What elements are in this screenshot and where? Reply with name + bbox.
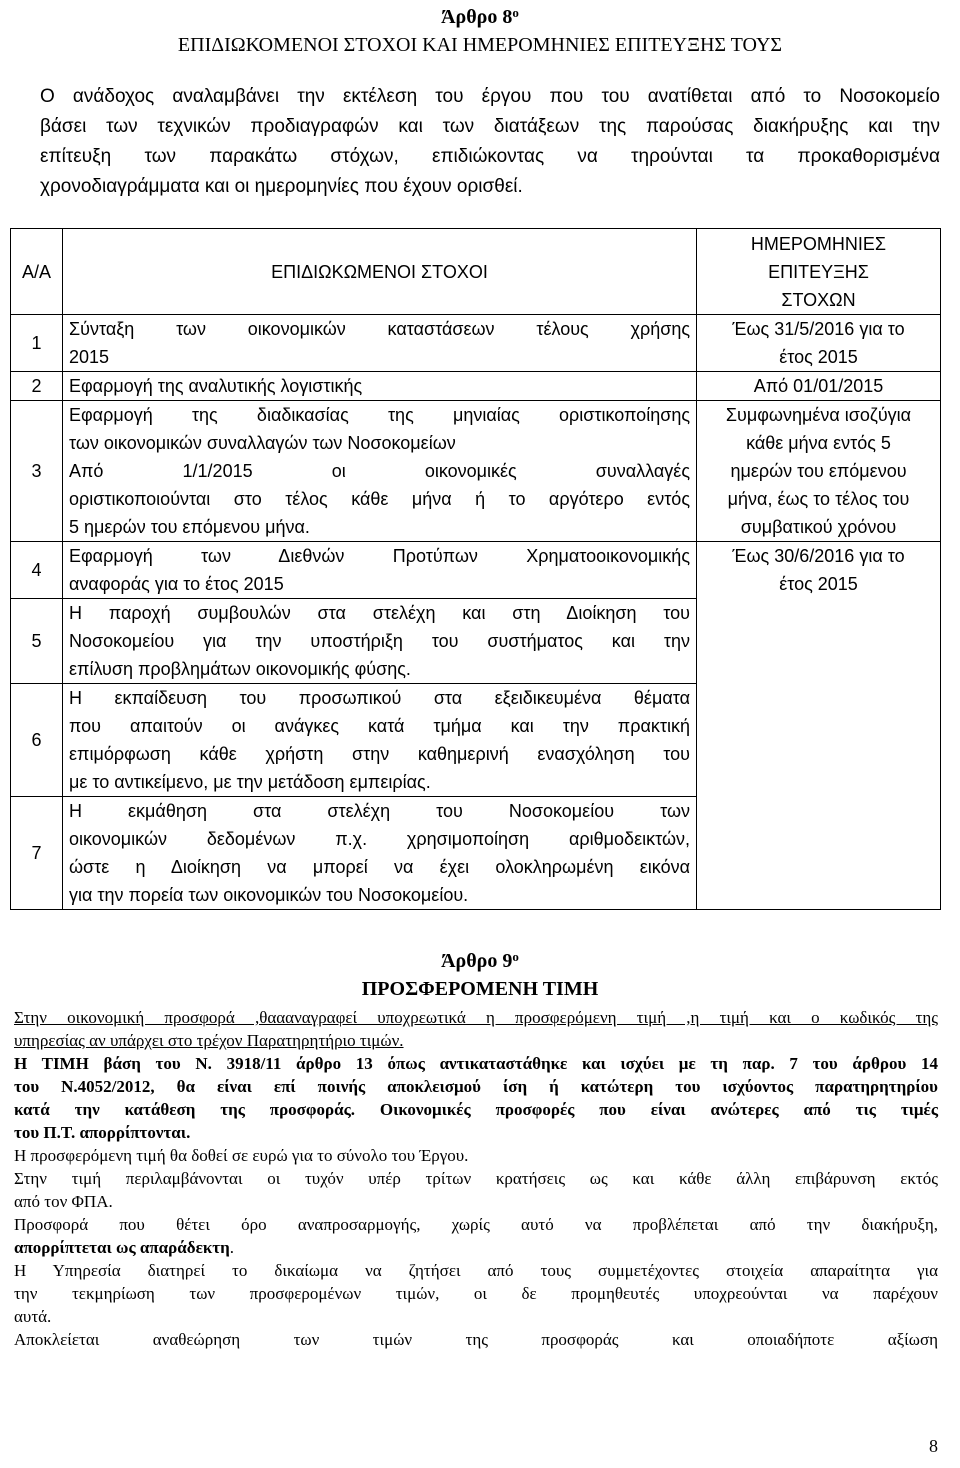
date-line: κάθε μήνα εντός 5 [746, 433, 891, 453]
article-9-subtitle: ΠΡΟΣΦΕΡΟΜΕΝΗ ΤΙΜΗ [361, 978, 599, 1000]
date-line: Συμφωνημένα ισοζύγια [725, 405, 912, 425]
table-row [11, 372, 941, 401]
header-date-line: ΗΜΕΡΟΜΗΝΙΕΣ [750, 233, 887, 254]
paragraph-line: Η Υπηρεσία διατηρεί το δικαίωμα να ζητήσει από τους συμμετέχοντες στοιχεία απαραίτητα για [14, 1261, 938, 1280]
table-row [11, 599, 941, 684]
date-line: Έως 31/5/2016 για το [732, 319, 905, 339]
goal-line: ώστε η Διοίκηση να μπορεί να έχει ολοκληρωμένη εικόνα [69, 857, 690, 877]
row-number: 2 [11, 372, 63, 401]
bold-line: κατά την κατάθεση της προσφοράς. Οικονομικές προσφορές που είναι ανώτερες από τις τιμές [14, 1100, 938, 1119]
goal-line: με το αντικείμενο, με την μετάδοση εμπειρίας. [69, 772, 431, 792]
goal-line: Σύνταξη των οικονομικών καταστάσεων τέλους χρήσης [69, 319, 690, 339]
row-goal [63, 315, 697, 372]
row-number: 7 [11, 797, 63, 910]
goal-line: για την πορεία των οικονομικών του Νοσοκομείου. [69, 885, 469, 905]
row-date [697, 401, 941, 542]
row-goal [63, 372, 697, 401]
goal-line: αναφοράς για το έτος 2015 [69, 574, 284, 594]
paragraph-line: την τεκμηρίωση των προσφερομένων τιμών, οι δε προμηθευτές υποχρεούνται να παρέχουν [14, 1284, 938, 1303]
header-date [697, 229, 941, 315]
goal-line: Εφαρμογή της διαδικασίας της μηνιαίας οριστικοποίησης [69, 405, 690, 425]
row-number: 3 [11, 401, 63, 542]
article-9-title [0, 948, 960, 974]
article-9-title-text: Άρθρο 9 [441, 950, 513, 972]
date-line: έτος 2015 [779, 574, 858, 594]
table-row [11, 542, 941, 599]
row-goal [63, 401, 697, 542]
goal-line: Εφαρμογή των Διεθνών Προτύπων Χρηματοοικονομικής [69, 546, 690, 566]
goal-line: Εφαρμογή της αναλυτικής λογιστικής [69, 376, 363, 396]
row-date [697, 797, 941, 910]
article-9-body [14, 1006, 938, 1351]
bold-line: του Ν.4052/2012, θα είναι επί ποινής αποκλεισμού ίση ή κατώτερη του ισχύοντος παρατηρητηρίου [14, 1077, 938, 1096]
article-8-title-sup: ο [512, 5, 519, 20]
row-date [697, 542, 941, 599]
goals-table [10, 228, 941, 910]
goal-line: επιμόρφωση κάθε χρήστη στην καθημερινή ενασχόληση του [69, 744, 690, 764]
article-8-subtitle: ΕΠΙΔΙΩΚΟΜΕΝΟΙ ΣΤΟΧΟΙ ΚΑΙ ΗΜΕΡΟΜΗΝΙΕΣ ΕΠΙΤΕΥΞΗΣ ΤΟΥΣ [177, 34, 783, 56]
row-date [697, 599, 941, 684]
row-number: 6 [11, 684, 63, 797]
paragraph-line: Στην τιμή περιλαμβάνονται οι τυχόν υπέρ τρίτων κρατήσεις ως και κάθε άλλη επιβάρυνση εκτός [14, 1169, 938, 1188]
row-date [697, 684, 941, 797]
date-line: Από 01/01/2015 [753, 376, 884, 396]
bold-line: του Π.Τ. απορρίπτονται. [14, 1123, 191, 1142]
page-number: 8 [929, 1436, 938, 1456]
bold-phrase: απορρίπτεται ως απαράδεκτη [14, 1238, 230, 1257]
table-header-row [11, 229, 941, 315]
intro-line: χρονοδιαγράμματα και οι ημερομηνίες που έχουν ορισθεί. [40, 176, 523, 197]
header-date-line: ΕΠΙΤΕΥΞΗΣ [768, 261, 869, 282]
paragraph-line: Η προσφερόμενη τιμή θα δοθεί σε ευρώ για το σύνολο του Έργου. [14, 1146, 469, 1165]
row-goal [63, 542, 697, 599]
period: . [229, 1238, 235, 1257]
goal-line: οριστικοποιούνται στο τέλος κάθε μήνα ή το αργότερο εντός [69, 489, 690, 509]
paragraph-line [14, 1236, 938, 1259]
header-date-line: ΣΤΟΧΩΝ [781, 289, 856, 310]
table-row [11, 401, 941, 542]
intro-line: επίτευξη των παρακάτω στόχων, επιδιώκοντας να τηρούνται τα προκαθορισμένα [40, 146, 940, 167]
paragraph-line: Προσφορά που θέτει όρο αναπροσαρμογής, χωρίς αυτό να προβλέπεται από την διακήρυξη, [14, 1215, 938, 1234]
goal-line: που απαιτούν οι ανάγκες κατά τμήμα και την πρακτική [69, 716, 690, 736]
goal-line: 5 ημερών του επόμενου μήνα. [69, 517, 310, 537]
row-date [697, 372, 941, 401]
header-aa: Α/Α [11, 229, 63, 315]
paragraph-line: Αποκλείεται αναθεώρηση των τιμών της προσφοράς και οποιαδήποτε αξίωση [14, 1330, 938, 1349]
table-row [11, 797, 941, 910]
goal-line: Η εκπαίδευση του προσωπικού στα εξειδικευμένα θέματα [69, 688, 690, 708]
underlined-line: υπηρεσίας αν υπάρχει στο τρέχον Παρατηρητήριο τιμών. [14, 1031, 404, 1050]
goal-line: των οικονομικών συναλλαγών των Νοσοκομείων [69, 433, 456, 453]
paragraph-line: από τον ΦΠΑ. [14, 1192, 113, 1211]
header-goal: ΕΠΙΔΙΩΚΩΜΕΝΟΙ ΣΤΟΧΟΙ [63, 229, 697, 315]
table-row [11, 684, 941, 797]
bold-line: Η ΤΙΜΗ βάση του Ν. 3918/11 άρθρο 13 όπως αντικαταστάθηκε και ισχύει με τη παρ. 7 του άρθρου 14 [14, 1054, 938, 1073]
row-number: 1 [11, 315, 63, 372]
table-row [11, 315, 941, 372]
paragraph-line: αυτά. [14, 1307, 52, 1326]
goal-line: επίλυση προβλημάτων οικονομικής φύσης. [69, 659, 411, 679]
goal-line: Η παροχή συμβουλών στα στελέχη και στη Διοίκηση του [69, 603, 690, 623]
date-line: Έως 30/6/2016 για το [732, 546, 905, 566]
underlined-line: Στην οικονομική προσφορά ,θαααναγραφεί υποχρεωτικά η προσφερόμενη τιμή ,η τιμή και ο κωδικός της [14, 1008, 938, 1027]
row-number: 5 [11, 599, 63, 684]
goal-line: Νοσοκομείου για την υποστήριξη του συστήματος και την [69, 631, 690, 651]
goal-line: Η εκμάθηση στα στελέχη του Νοσοκομείου των [69, 801, 690, 821]
row-goal [63, 797, 697, 910]
date-line: μήνα, έως το τέλος του [727, 489, 910, 509]
article-8-intro [40, 82, 940, 202]
date-line: έτος 2015 [779, 347, 858, 367]
row-number: 4 [11, 542, 63, 599]
goal-line: Από 1/1/2015 οι οικονομικές συναλλαγές [69, 461, 690, 481]
article-9-title-sup: ο [512, 949, 519, 964]
date-line: συμβατικού χρόνου [740, 517, 897, 537]
article-8-title [0, 4, 960, 30]
goal-line: 2015 [69, 347, 110, 367]
date-line: ημερών του επόμενου [730, 461, 907, 481]
goal-line: οικονομικών δεδομένων π.χ. χρησιμοποίηση αριθμοδεικτών, [69, 829, 690, 849]
intro-line: βάσει των τεχνικών προδιαγραφών και των διατάξεων της παρούσας διακήρυξης και την [40, 116, 940, 137]
row-date [697, 315, 941, 372]
row-goal [63, 599, 697, 684]
article-8-title-text: Άρθρο 8 [441, 6, 513, 28]
intro-line: Ο ανάδοχος αναλαμβάνει την εκτέλεση του έργου που του ανατίθεται από το Νοσοκομείο [40, 86, 940, 107]
row-goal [63, 684, 697, 797]
